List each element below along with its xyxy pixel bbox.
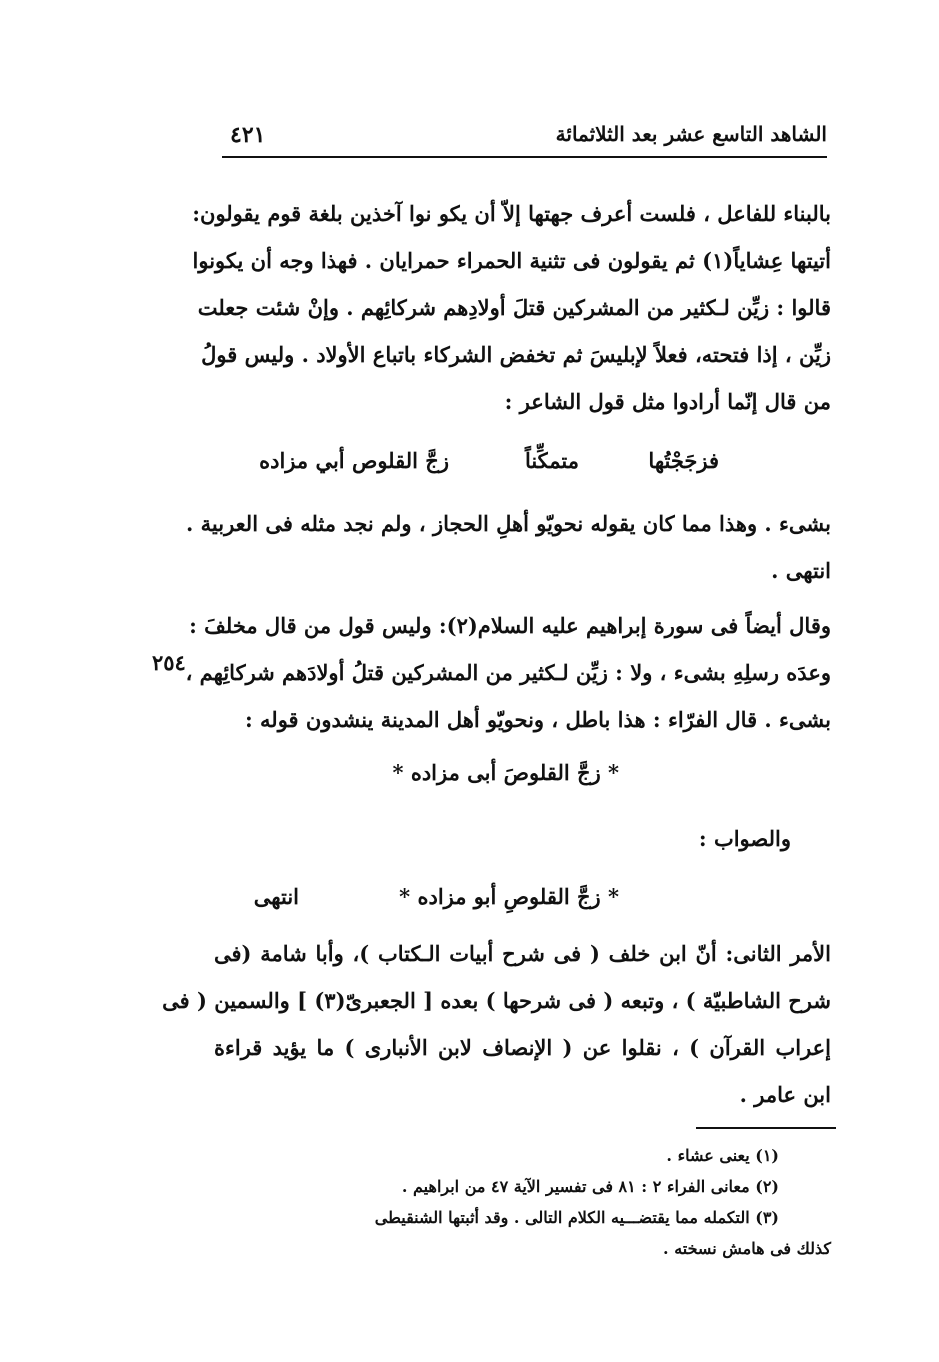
- verse-3: * زجَّ القلوصِ أبو مزاده *: [399, 884, 619, 909]
- text-line: انتهى .: [771, 558, 831, 583]
- text-line: زيِّن ، إذا فتحته، فعلاً لإبليسَ ثم تخفض الشركاء باتباع الأولاد . وليس قولُ: [201, 342, 831, 367]
- text-line: بشىء . وهذا مما كان يقوله نحويّو أهلِ الحجاز ، ولم نجد مثله فى العربية .: [186, 511, 831, 536]
- footnote-rule: [696, 1127, 836, 1129]
- text-line: وقال أيضاً فى سورة إبراهيم عليه السلام(٢): وليس قول من قال مخلفَ :: [189, 613, 831, 638]
- text-line: ابن عامر .: [739, 1082, 831, 1107]
- paragraph-3: [185, 602, 831, 743]
- text-line: شرح الشاطبيّة ) ، وتبعه ( فى شرحها ) بعده [ الجعبرىّ(٣) ] والسمين ( فى: [162, 988, 831, 1013]
- footnote: (٣) التكمله مما يقتضـــيه الكلام التالى . وقد أثبتها الشنقيطى: [374, 1208, 779, 1227]
- footnotes: [214, 1140, 831, 1264]
- paragraph-4: [162, 930, 831, 1118]
- verse-2: * زجَّ القلوصَ أبى مزاده *: [392, 760, 619, 785]
- text-line: قالوا : زيِّن لـكثير من المشركين قتلَ أولادِهم شركائِهم . وإنْ شئت جعلت: [197, 295, 831, 320]
- text-line: الأمر الثانى: أنّ ابن خلف ( فى شرح أبيات الـكتاب )، وأبا شامة (فى: [214, 941, 831, 966]
- text-line: بشىء . قال الفرّاء : هذا باطل ، ونحويّو أهل المدينة ينشدون قوله :: [244, 707, 831, 732]
- verse-part: فزجَجْتُها: [648, 448, 719, 473]
- header-title: الشاهد التاسع عشر بعد الثلاثمائة: [555, 122, 827, 146]
- running-header: [222, 122, 827, 162]
- margin-number: ٢٥٤: [152, 650, 186, 675]
- footnote: (٢) معانى الفراء ٢ : ٨١ فى تفسير الآية ٤٧ من ابراهيم .: [401, 1177, 779, 1196]
- correct-label: والصواب :: [698, 826, 791, 851]
- text-line: أتيتها عِشاياً(١) ثم يقولون فى تثنية الحمراء حمرايان . فهذا وجه أن يكونوا: [192, 248, 831, 273]
- text-line: إعراب القرآن ) ، نقلوا عن ( الإنصاف لابن الأنبارى ) ما يؤيد قراءة: [214, 1035, 831, 1060]
- text-line: من قال إنّما أرادوا مثل قول الشاعر :: [504, 389, 831, 414]
- paragraph-1: [192, 190, 831, 425]
- footnote: كذلك فى هامش نسخته .: [663, 1239, 831, 1258]
- text-line: بالبناء للفاعل ، فلست أعرف جهتها إلاّ أن يكو نوا آخذين بلغة قوم يقولون:: [192, 201, 831, 226]
- verse-part: زجَّ القلوص أبي مزاده: [259, 448, 449, 473]
- verse-3-end: انتهى: [253, 884, 299, 909]
- verse-part: متمكِّناً: [524, 448, 579, 473]
- page-number: ٤٢١: [230, 122, 266, 148]
- footnote: (١) يعنى عشاء .: [666, 1146, 779, 1165]
- text-line: وعدَه رسلِهِ بشىء ، ولا : زيِّن لـكثير من المشركين قتلُ أولادَهم شركائِهم ،: [185, 660, 831, 685]
- header-rule: [222, 156, 827, 158]
- paragraph-2: [186, 500, 831, 594]
